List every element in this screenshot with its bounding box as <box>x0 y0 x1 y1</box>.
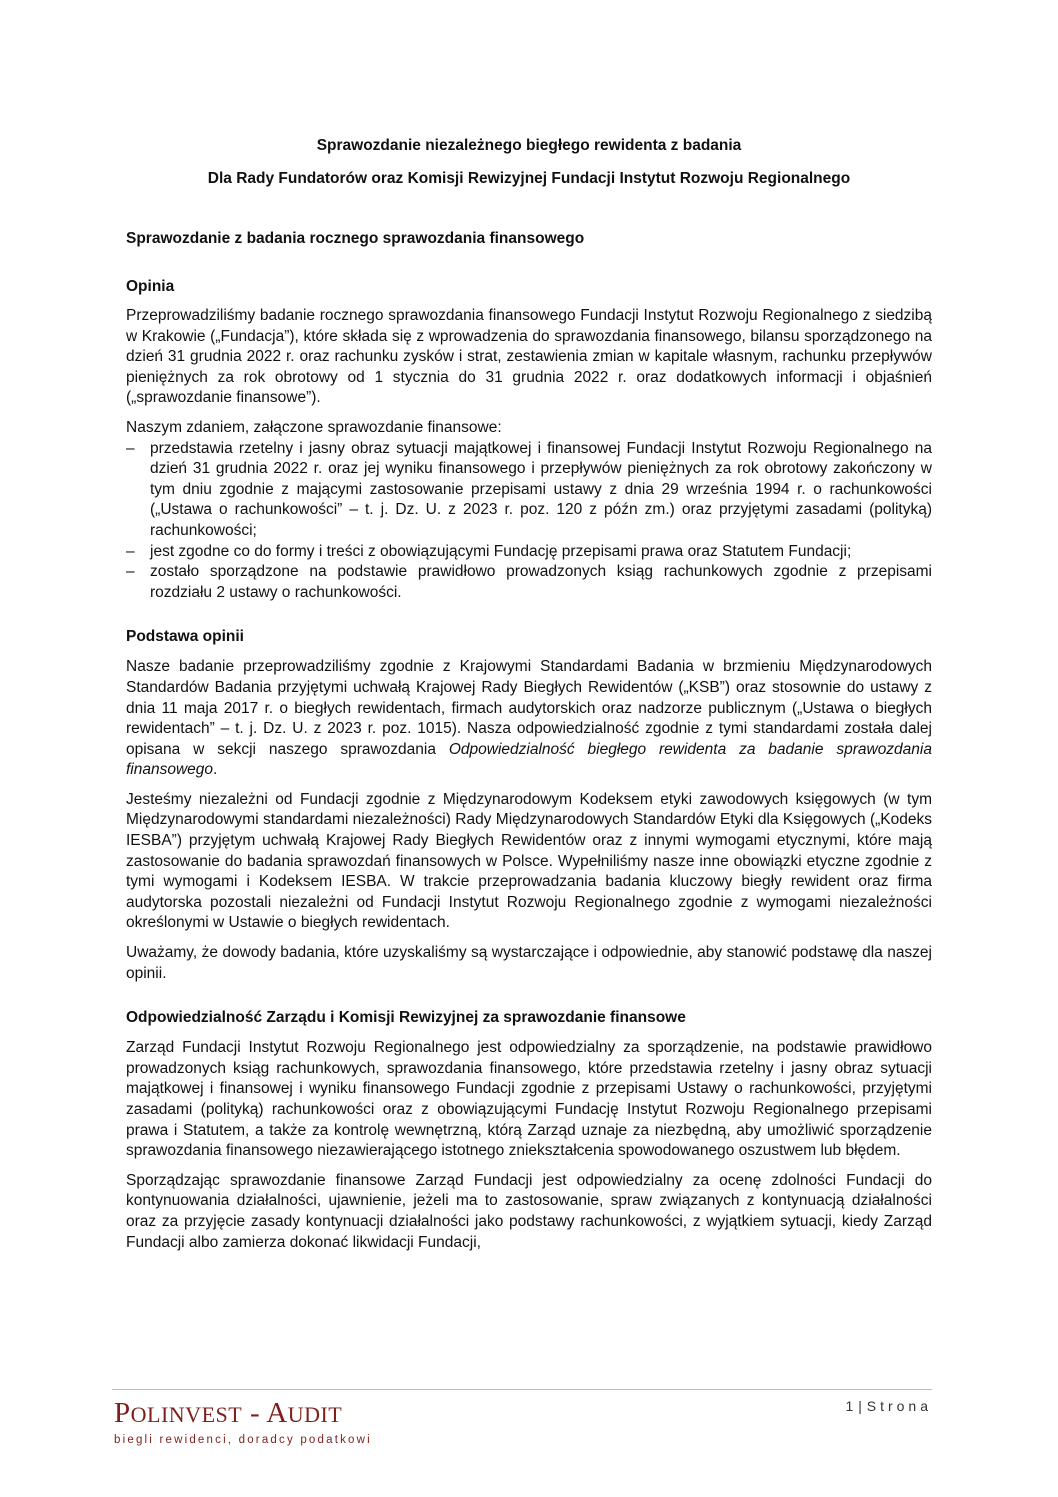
list-item: – zostało sporządzone na podstawie prawidłowo prowadzonych ksiąg rachunkowych zgodnie z przepisami rozdziału 2 ustawy o rachunkowości. <box>126 563 932 601</box>
section-heading-main: Sprawozdanie z badania rocznego sprawozdania finansowego <box>126 230 585 247</box>
dash-marker: – <box>126 563 135 581</box>
dash-marker: – <box>126 439 135 457</box>
company-logo <box>114 1396 372 1446</box>
opinia-paragraph: Przeprowadziliśmy badanie rocznego sprawozdania finansowego Fundacji Instytut Rozwoju Regionalnego z siedzibą w Krakowie („Fundacja”), które składa się z wprowadzenia do sprawozdania finansowego, bilansu sporządzonego na dzień 31 grudnia 2022 r. oraz rachunku zysków i strat, zestawienia zmian w kapitale własnym, rachunku przepływów pieniężnych za rok obrotowy od 1 stycznia do 31 grudnia 2022 r. oraz dodatkowych informacji i objaśnień („sprawozdanie finansowe”). <box>126 307 932 407</box>
report-body <box>126 228 932 1262</box>
list-item: – przedstawia rzetelny i jasny obraz sytuacji majątkowej i finansowej Fundacji Instytut Rozwoju Regionalnego na dzień 31 grudnia 2022 r. oraz jej wyniku finansowego i przepływów pieniężnych za rok obrotowy zakończony w tym dniu zgodnie z mającymi zastosowanie przepisami ustawy z dnia 29 września 1994 r. o rachunkowości („Ustawa o rachunkowości” – t. j. Dz. U. z 2023 r. poz. 120 z późn zm.) oraz przyjętymi zasadami (polityką) rachunkowości; <box>126 439 932 539</box>
section-heading-opinia: Opinia <box>126 278 175 295</box>
section-heading-odpowiedzialnosc: Odpowiedzialność Zarządu i Komisji Rewizyjnej za sprawozdanie finansowe <box>126 1009 686 1027</box>
opinia-list <box>126 439 932 604</box>
footer-divider <box>112 1389 932 1390</box>
opinia-intro: Naszym zdaniem, załączone sprawozdanie finansowe: <box>126 418 502 436</box>
podstawa-paragraph-2: Jesteśmy niezależni od Fundacji zgodnie z Międzynarodowym Kodeksem etyki zawodowych księgowych (w tym Międzynarodowymi standardami niezależności) Rady Międzynarodowych Standardów Etyki dla Księgowych („Kodeks IESBA”) przyjętym uchwałą Krajowej Rady Biegłych Rewidentów oraz z innymi wymogami etycznymi, które mają zastosowanie do badania sprawozdań finansowych w Polsce. Wypełniliśmy nasze inne obowiązki etyczne zgodnie z tymi wymogami i Kodeksem IESBA. W trakcie przeprowadzania badania kluczowy biegły rewident oraz firma audytorska pozostali niezależni od Fundacji Instytut Rozwoju Regionalnego zgodnie z wymogami niezależności określonymi w Ustawie o biegłych rewidentach. <box>126 790 932 932</box>
report-title: Sprawozdanie niezależnego biegłego rewidenta z badania <box>316 137 742 154</box>
page-number: 1 | Strona <box>845 1398 932 1414</box>
logo-wordmark: POLINVEST - AUDIT <box>114 1397 343 1429</box>
section-reference: Odpowiedzialność biegłego rewidenta za badanie sprawozdania finansowego <box>126 740 932 779</box>
list-item: – jest zgodne co do formy i treści z obowiązującymi Fundację przepisami prawa oraz Statutem Fundacji; <box>126 542 932 563</box>
section-heading-podstawa: Podstawa opinii <box>126 628 244 646</box>
odpowiedzialnosc-paragraph-1: Zarząd Fundacji Instytut Rozwoju Regionalnego jest odpowiedzialny za sporządzenie, na podstawie prawidłowo prowadzonych ksiąg rachunkowych, sprawozdania finansowego, które przedstawia rzetelny i jasny obraz sytuacji majątkowej i finansowej i wyniku finansowego Fundacji zgodnie z przepisami Ustawy o rachunkowości, przyjętymi zasadami (polityką) rachunkowości oraz z obowiązującymi Fundację Instytut Rozwoju Regionalnego przepisami prawa i Statutem, a także za kontrolę wewnętrzną, którą Zarząd uznaje za niezbędną, aby umożliwić sporządzenie sprawozdania finansowego niezawierającego istotnego zniekształcenia spowodowanego oszustwem lub błędem. <box>126 1039 932 1160</box>
podstawa-paragraph-3: Uważamy, że dowody badania, które uzyskaliśmy są wystarczające i odpowiednie, aby stanowić podstawę dla naszej opinii. <box>126 944 932 982</box>
podstawa-paragraph-1: Nasze badanie przeprowadziliśmy zgodnie z Krajowymi Standardami Badania w brzmieniu Międzynarodowych Standardów Badania przyjętymi uchwałą Krajowej Rady Biegłych Rewidentów („KSB”) oraz stosownie do ustawy z dnia 11 maja 2017 r. o biegłych rewidentach, firmach audytorskich oraz nadzorze publicznym („Ustawa o biegłych rewidentach” – t. j. Dz. U. z 2023 r. poz. 1015). Nasza odpowiedzialność zgodnie z tymi standardami została dalej opisana w sekcji naszego sprawozdania Odpowiedzialność biegłego rewidenta za badanie sprawozdania finansowego. <box>126 658 932 779</box>
dash-marker: – <box>126 542 135 560</box>
report-addressee: Dla Rady Fundatorów oraz Komisji Rewizyjnej Fundacji Instytut Rozwoju Regionalnego <box>207 170 851 187</box>
logo-tagline: biegli rewidenci, doradcy podatkowi <box>114 1434 372 1446</box>
odpowiedzialnosc-paragraph-2: Sporządzając sprawozdanie finansowe Zarząd Fundacji jest odpowiedzialny za ocenę zdolności Fundacji do kontynuowania działalności, ujawnienie, jeżeli ma to zastosowanie, spraw związanych z kontynuacją działalności oraz za przyjęcie zasady kontynuacji działalności jako podstawy rachunkowości, z wyjątkiem sytuacji, kiedy Zarząd Fundacji albo zamierza dokonać likwidacji Fundacji, <box>126 1171 932 1251</box>
report-titles <box>126 136 932 202</box>
